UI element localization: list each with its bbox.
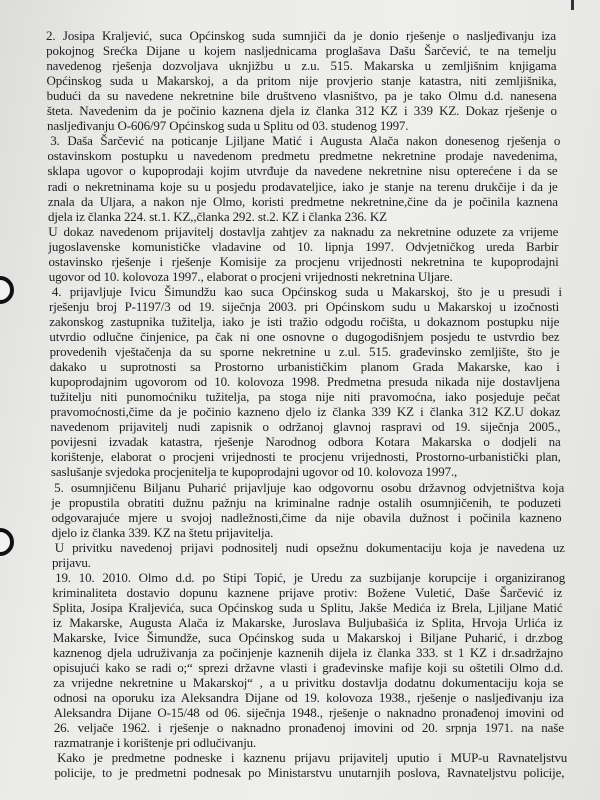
text-line: pravomoćnosti,čime da je počinio kazneno djelo iz članka 339 KZ i članka 312 KZ.U dokaz	[50, 404, 561, 420]
text-line: utvrdio odlučne činjenice, pa čak ni one osnovne o dugogodišnjem posjedu te ustvrdio bez	[49, 329, 560, 344]
text-line: U dokaz navedenom prijavitelj dostavlja zahtjev za naknadu za nekretnine oduzete za vrijeme	[48, 223, 559, 239]
text-line: djela iz članka 224. st.1. KZ,,članka 292. st.2. KZ i članka 236. KZ	[48, 208, 387, 224]
text-line: 19. 10. 2010. Olmo d.d. po Stipi Topić, je Uredu za suzbijanje korupcije i organiziranog	[55, 569, 566, 585]
text-line: opisujući kako se radi o;“ sprezi državne vlasti i građevinske mafije koji su oštetili Olmo d.d.	[53, 660, 564, 676]
text-line: 26. veljače 1962. i rješenje o naknadno pronađenoj imovini od 20. srpnja 1971. na naše	[53, 720, 564, 736]
text-line: znala da Uljara, a nakon nje Olmo, koristi predmetne nekretnine,čine da je počinila kaznena	[47, 193, 558, 209]
text-line: pokojnog Srećka Dijane u kojem nasljednicama proglašava Dašu Šarčević, te na temelju	[46, 43, 557, 59]
text-line: Kako je predmetne podneske i kaznenu prijavu prijavitelj uputio i MUP-u Ravnateljstvu	[57, 750, 568, 766]
text-line: povijesni izvadak katastra, rješenje Narodnog odbora Kotara Makarska o dodjeli na	[50, 434, 561, 450]
text-line: budući da su navedene nekretnine bile društveno vlasništvo, pa je tako Olmu d.d. nanesena	[46, 88, 557, 104]
text-line: Općinskog suda u Makarskoj, a da pritom nije provjerio stanje katastra, niti zemljišnika,	[46, 73, 557, 89]
text-line: za vrijedne nekretnine u Makarskoj“ , a u privitku dostavlja dodatnu dokumentaciju koja se	[53, 675, 564, 691]
text-line: navedenog rješenja dozvoljava uknjižbu u z.u. 515. Makarska u zemljišnim knjigama	[46, 58, 557, 74]
text-line: šteta. Navedenim da je počinio kaznena djela iz članka 312 KZ i 339 KZ. Dokaz rješenje o	[46, 103, 557, 119]
text-line: navedenom prijavitelj nudi zapisnik o održanoj glavnoj raspravi od 19. siječnja 2005.,	[50, 419, 561, 435]
text-line: Aleksandra Dijane O-15/48 od 06. siječnja 1948., rješenje o naknadno pronađenoj imovini od	[53, 705, 564, 721]
corner-mark	[571, 0, 574, 10]
text-line: saslušanje svjedoka procjenitelja te kupoprodajni ugovor od 10. kolovoza 1997.,	[50, 464, 458, 480]
text-line: tužitelju niti punomoćniku tužitelja, pa stoga nije niti pravomoćna, iako posjeduje pečat	[50, 389, 561, 405]
binder-hole	[0, 276, 14, 304]
text-line: 2. Josipa Kraljević, suca Općinskog suda sumnjiči da je donio rješenje o nasljeđivanju iza	[46, 28, 556, 43]
text-line: kriminaliteta dostavio dopunu kaznene prijave protiv: Božene Vuletić, Daše Šarčević iz	[52, 584, 563, 600]
text-line: jugoslavenske komunističke vladavine od 10. lipnja 1997. Odvjetničkog ureda Barbir	[48, 238, 559, 254]
text-line: ugovor od 10. kolovoza 1997., elaborat o procjeni vrijednosti nekretnina Uljare.	[48, 268, 453, 284]
text-line: djelo iz članka 339. KZ na štetu prijavitelja.	[51, 524, 274, 540]
text-line: rješenju broj P-1197/3 od 19. siječnja 2003. pri Općinskom sudu u Makarskoj u izočnosti	[49, 298, 560, 314]
text-line: Splita, Josipa Kraljevića, suca Općinskog suda u Splitu, Jakše Medića iz Brela, Ljiljane Matić	[52, 599, 563, 615]
text-line: zakonskog zastupnika tužitelja, iako je isti tražio odgodu ročišta, u dokaznom postupku nije	[49, 313, 560, 329]
text-line: iz Makarske, Augusta Alača iz Makarske, Juroslava Buljubašića iz Splita, Hrvoja Urlića iz	[52, 614, 563, 630]
text-line: 5. osumnjičenu Biljanu Puharić prijavljuje kao odgovornu osobu državnog odvjetništva koja	[54, 479, 565, 495]
text-line: razmatranje i korištenje pri odlučivanju.	[53, 735, 257, 751]
text-line: korištenje, elaborat o procjeni vrijednosti te procjenu vrijednosti, Prostorno-urbanistički plan,	[50, 449, 561, 465]
text-line: dakako u suprotnosti sa Prostorno urbanističkim planom Grada Makarske, kao i	[49, 359, 560, 375]
text-line: nasljeđivanju O-606/97 Općinskog suda u Splitu od 03. studenog 1997.	[47, 118, 409, 134]
text-line: U privitku navedenoj prijavi podnositelj nudi opsežnu dokumentaciju koja je navedena uz	[54, 539, 565, 555]
text-line: policije, to je predmetni podnesak po Ministarstvu unutarnjih poslova, Ravnateljstvu policije,	[54, 765, 565, 781]
text-line: odgovarajuće mjere u svojoj nadležnosti,čime da nije obavila dužnost i počinila kazneno	[51, 509, 562, 525]
text-line: provedenih vještačenja da su sporne nekretnine u z.ul. 515. građevinsko zemljište, što je	[49, 344, 560, 360]
text-line: kupoprodajnim ugovorom od 10. kolovoza 1998. Predmetna presuda nikada nije dostavljena	[49, 374, 560, 390]
text-line: odnosi na oporuku iza Aleksandra Dijane od 19. kolovoza 1938., rješenje o nasljeđivanju iza	[53, 690, 564, 706]
text-line: sklapa ugovor o kupoprodaji kojim utvrđuje da navedene nekretnine nisu opterećene i da se	[47, 163, 558, 179]
text-line: radi o nekretninama koje su u posjedu prodavateljice, iako je stanje na terenu drukčije i da je	[47, 178, 558, 194]
text-line: 4. prijavljuje Ivicu Šimundžu kao suca Općinskog suda u Makarskoj, što je u presudi i	[51, 283, 562, 299]
text-line: kaznenog djela udruživanja za počinjenje kaznenih dijela iz članka 333. st 1 KZ i dr.sadržajno	[52, 645, 563, 661]
text-line: ostavinsko rješenje i rješenje Komisije za procjenu vrijednosti nekretnina te kupoprodajni	[48, 253, 559, 269]
text-line: Makarske, Ivice Šimundže, suca Općinskog suda u Makarskoj i Biljane Puharić, i dr.zbog	[52, 630, 563, 645]
text-line: je propustila obratiti dužnu pažnju na kriminalne radnje ostalih osumnjičenih, te poduzeti	[51, 494, 562, 510]
text-line: ostavinskom postupku u navedenom predmetu predmetne nekretnine prodaje navedenima,	[47, 148, 558, 164]
text-line: prijavu.	[51, 554, 91, 570]
binder-hole	[0, 528, 14, 556]
text-line: 3. Daša Šarčević na poticanje Ljiljane Matić i Augusta Alača nakon donesenog rješenja o	[50, 133, 561, 149]
